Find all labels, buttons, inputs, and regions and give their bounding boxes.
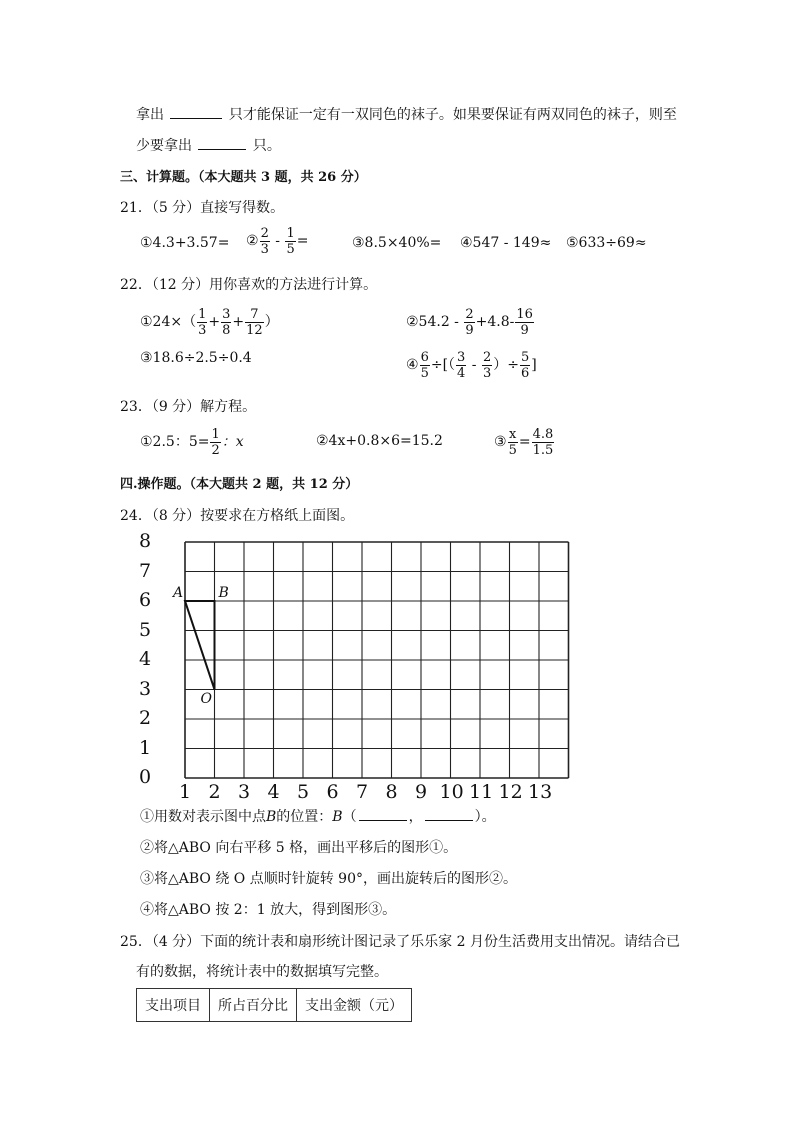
denominator: 5 [420, 365, 429, 381]
denominator: 12 [246, 322, 263, 338]
expr-text: ①24×（ [140, 314, 197, 330]
section-title: 三、计算题。（本大题共 3 题，共 26 分） [120, 170, 367, 185]
x-tick-label: 12 [498, 781, 523, 803]
y-tick-label: 1 [139, 736, 152, 759]
fraction [464, 307, 474, 338]
x-tick-label: 4 [267, 781, 280, 803]
numerator: 16 [516, 306, 533, 322]
operator: - [467, 357, 481, 373]
intro-text: 少要拿出 [136, 138, 192, 154]
denominator: 8 [222, 322, 231, 338]
point-name: B [266, 809, 277, 825]
expr-text: ] [531, 357, 537, 373]
question-25-head-2: 有的数据，将统计表中的数据填写完整。 [136, 964, 388, 980]
calc-22-4 [406, 345, 537, 385]
denominator: 3 [260, 241, 269, 257]
expense-table [136, 988, 412, 1022]
fraction [221, 307, 231, 338]
fraction [508, 427, 518, 458]
y-tick-label: 5 [139, 618, 152, 641]
x-tick-label: 8 [385, 781, 398, 803]
table-header-amount: 支出金额（元） [297, 989, 412, 1022]
step-1 [140, 806, 496, 826]
fraction [520, 350, 530, 381]
fraction [285, 226, 295, 257]
operator: - [270, 233, 285, 249]
question-21-head: 21．（5 分）直接写得数。 [120, 200, 285, 216]
question-22-head: 22．（12 分）用你喜欢的方法进行计算。 [120, 277, 378, 293]
answer-blank[interactable] [170, 106, 222, 119]
numerator: 1 [211, 426, 220, 442]
item-marker: ② [246, 233, 259, 249]
denominator: 6 [520, 365, 530, 381]
grid-figure [133, 530, 593, 803]
x-tick-label: 6 [326, 781, 339, 803]
x-tick-label: 3 [238, 781, 251, 803]
operator: + [208, 314, 221, 330]
equation-1 [140, 422, 244, 462]
table-header-row [137, 989, 412, 1022]
question-24-head: 24．（8 分）按要求在方格纸上面图。 [120, 508, 355, 524]
denominator: 9 [520, 322, 529, 338]
x-tick-label: 7 [356, 781, 369, 803]
intro-line-1 [136, 104, 677, 124]
calc-item-3: ③8.5×40%= [352, 235, 442, 251]
answer-blank-x[interactable] [359, 808, 407, 821]
fraction [260, 226, 270, 257]
expr-text: ②54.2 - [406, 314, 464, 330]
step-4: ④将△ABO 按 2：1 放大，得到图形③。 [140, 902, 397, 918]
intro-text: 拿出 [136, 107, 164, 123]
denominator: 4 [457, 365, 466, 381]
table-header-item: 支出项目 [137, 989, 210, 1022]
calc-22-3: ③18.6÷2.5÷0.4 [140, 350, 252, 366]
y-tick-label: 4 [139, 648, 152, 670]
y-tick-label: 6 [139, 589, 152, 611]
expr-text: ）÷ [493, 357, 519, 373]
numerator: 5 [520, 349, 530, 365]
calc-item-4: ④547 - 149≈ [460, 235, 552, 251]
point-label-b: B [218, 585, 229, 601]
fraction [456, 350, 466, 381]
x-tick-label: 11 [469, 781, 494, 803]
calc-22-1 [140, 302, 279, 342]
expr-text: ①2.5：5= [140, 434, 210, 450]
question-21-items [140, 225, 229, 261]
calc-22-2 [406, 302, 535, 342]
answer-blank[interactable] [198, 137, 246, 150]
y-tick-label: 0 [139, 766, 152, 788]
point-label-a: A [173, 585, 184, 601]
point-name: B [332, 809, 343, 825]
denominator: 9 [465, 322, 474, 338]
numerator: 1 [286, 225, 295, 241]
fraction [420, 350, 430, 381]
fraction [245, 307, 264, 338]
expr-text: ④ [406, 357, 419, 373]
denominator: 3 [482, 365, 492, 381]
numerator: 2 [260, 225, 269, 241]
expr-text: +4.8- [475, 314, 515, 330]
question-25-head: 25．（4 分）下面的统计表和扇形统计图记录了乐乐家 2 月份生活费用支出情况。请结合已 [120, 934, 680, 950]
step-text: （ [342, 809, 357, 825]
numerator: 2 [465, 306, 474, 322]
denominator: 1.5 [532, 442, 554, 458]
denominator: 5 [508, 442, 517, 458]
y-tick-label: 8 [139, 530, 152, 552]
numerator: 3 [222, 306, 231, 322]
step-2: ②将△ABO 向右平移 5 格，画出平移后的图形①。 [140, 840, 458, 856]
point-label-o: O [200, 690, 212, 707]
x-tick-label: 2 [208, 781, 221, 803]
expr-text: ） [264, 314, 279, 330]
y-tick-label: 3 [139, 677, 152, 700]
fraction [532, 427, 555, 458]
intro-text: 只。 [252, 138, 281, 154]
numerator: 7 [245, 307, 264, 323]
denominator: 2 [211, 442, 220, 458]
fraction [197, 307, 207, 338]
step-text: ， [408, 809, 423, 825]
x-tick-label: 1 [179, 781, 192, 803]
fraction [515, 307, 534, 338]
section-title: 四.操作题。（本大题共 2 题，共 12 分） [120, 477, 359, 492]
calc-item: ①4.3+3.57= [140, 235, 230, 251]
step-3: ③将△ABO 绕 O 点顺时针旋转 90°，画出旋转后的图形②。 [140, 871, 517, 887]
calc-item-2 [246, 221, 309, 261]
x-tick-label: 10 [439, 781, 464, 803]
numerator: 2 [482, 349, 492, 365]
fraction [482, 350, 492, 381]
step-text: ①用数对表示图中点 [140, 809, 266, 825]
expr-text: ：x [221, 434, 244, 450]
intro-text: 只才能保证一定有一双同色的袜子。如果要保证有两双同色的袜子，则至 [228, 107, 677, 123]
x-tick-label: 9 [415, 781, 428, 803]
equals-sign: = [296, 233, 309, 249]
calc-item-5: ⑤633÷69≈ [566, 235, 647, 251]
fraction [210, 427, 220, 458]
denominator: 5 [286, 241, 295, 257]
expr-text: ÷[（ [430, 357, 456, 373]
table-header-percent: 所占百分比 [210, 989, 297, 1022]
y-tick-label: 2 [139, 707, 152, 729]
answer-blank-y[interactable] [425, 808, 473, 821]
question-23-head: 23．（9 分）解方程。 [120, 399, 257, 415]
grid-svg [133, 530, 593, 800]
numerator: x [509, 426, 517, 442]
denominator: 3 [198, 322, 207, 338]
equation-2: ②4x+0.8×6=15.2 [316, 433, 443, 449]
equals-sign: = [518, 434, 531, 450]
step-text: 的位置： [276, 809, 333, 825]
x-tick-label: 13 [528, 781, 553, 803]
numerator: 4.8 [532, 426, 554, 442]
numerator: 1 [198, 306, 207, 322]
expr-text: ③ [494, 434, 507, 450]
y-tick-label: 7 [139, 559, 152, 582]
triangle-abo [185, 601, 215, 690]
numerator: 3 [457, 349, 466, 365]
intro-line-2 [136, 135, 281, 155]
step-text: ）。 [474, 809, 496, 825]
operator: + [232, 314, 245, 330]
equation-3 [494, 422, 555, 462]
x-tick-label: 5 [297, 781, 310, 803]
numerator: 6 [420, 349, 429, 365]
